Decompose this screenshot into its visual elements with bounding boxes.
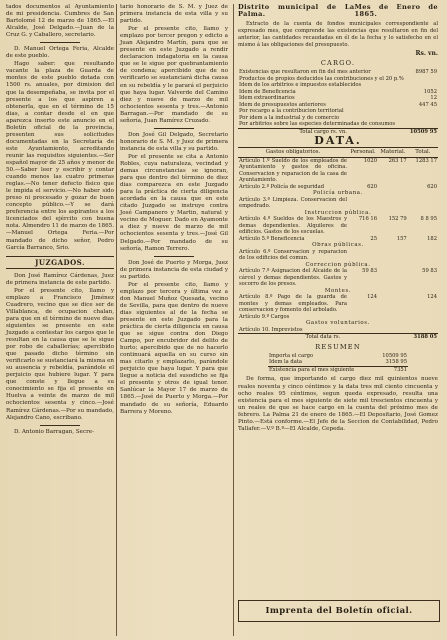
- section-name: Gastos voluntarios.: [306, 320, 370, 327]
- separator: [154, 256, 194, 257]
- cell-personal: 716 16: [358, 216, 378, 223]
- table-row: [238, 121, 438, 128]
- notice-intro: D. Manuel Ortega Feria, Alcalde de este pueblo.: [6, 46, 114, 60]
- column-divider: [116, 4, 117, 636]
- section-name: Correccion pública.: [305, 261, 371, 268]
- currency-label: Rs. vn.: [415, 50, 438, 58]
- resumen-table: [268, 353, 408, 374]
- section-name: Obras públicas.: [312, 242, 364, 249]
- col-header-material: Material.: [378, 148, 408, 158]
- notice-intro: Don José Ramírez Cárdenas, Juez de primera instancia de este partido.: [6, 272, 114, 286]
- table-row: [238, 216, 438, 236]
- notice-body: Por el presente cito, llamo y emplazo a Francisco Jiménez Cuadrero, vecino que se dice ser de Villablanca, de ocupacion chalan, para que en el término de nueve dias siguientes se presente en este Juzgado a contestar los cargos que le resultan en la causa que se le sigue por robo de caballerías; apercibido que pasado dicho término sin verificarlo se sustanciará la misma en su ausencia y rebeldía, parándole el perjuicio que hubiere lugar. Y para que conste y llegue a su conocimiento se fija el presente en Huelva a veinte de marzo de mil ochocientos sesenta y cinco.—José Ramírez Cárdenas.—Por su mandado, Alejandro Cano, escribano.: [6, 287, 114, 421]
- section-name: Policía urbana.: [313, 190, 363, 197]
- cargo-row-value: 1052: [423, 88, 437, 95]
- account-header: [238, 4, 438, 18]
- notice-body: Por el presente cito, llamo y emplazo por tercera y última vez a don Manuel Muñoz Quesada, vecino de Sevilla, para que dentro de nueve dias siguientes al de la fecha se presente en este Juzgado para la práctica de cierta diligencia en causa que se sigue contra don Diego Campo, por encubridor del delito de hurto; apercibido que de no hacerlo continuará aquella en su curso sin mas citarlo y emplazarlo, parándole perjuicio que haya lugar. Y para que llegue a noticia del susodicho se fija el presente y otros de igual tenor. Sanlúcar la Mayor 17 de marzo de 1865.—José de Puerto y Morga.—Por mandado de su señoría, Eduardo Barrera y Moreno.: [120, 281, 228, 415]
- table-row: [238, 157, 438, 184]
- resumen-title: RESUMEN: [315, 342, 361, 351]
- cargo-title: CARGO.: [320, 59, 356, 68]
- cell-total: 1283 17: [415, 157, 437, 164]
- resumen-label: Idem la data: [269, 359, 302, 366]
- cell-material: 157: [396, 235, 407, 242]
- separator: [154, 128, 194, 129]
- col-header-total: Total.: [408, 148, 438, 158]
- section-name: Instruccion pública.: [304, 209, 372, 216]
- district-name: Distrito municipal de La Palma.: [238, 3, 355, 19]
- cell-material: 152 79: [388, 216, 407, 223]
- row-label: Artículo 10. Imprevistos: [239, 326, 303, 333]
- cell-personal: 124: [367, 294, 378, 301]
- row-label: Artículo 5.º Beneficencia: [239, 235, 305, 242]
- row-label: Artículo 1.º Sueldo de los empleados de Ayuntamiento y gastos de oficina. Conservacion y reparacion de la casa de Ayuntamiento.: [239, 157, 347, 184]
- cargo-row-label: Idem de presupuestos anteriores: [239, 101, 326, 108]
- cell-personal: 1020: [363, 157, 378, 164]
- separator: [40, 425, 80, 426]
- cell-personal: 59 83: [362, 268, 378, 275]
- cargo-row-label: Idem extraordinarios: [239, 95, 295, 102]
- data-table: [238, 147, 438, 341]
- cell-total: 8 8 95: [420, 216, 437, 223]
- row-label: Artículo 6.º Conservacion y reparacion de los edificios del comun.: [239, 248, 347, 262]
- table-row: [238, 197, 438, 210]
- column-left: [6, 4, 114, 437]
- notice-intro: Don José de Puerto y Morga, Juez de primera instancia de esta ciudad y su partido.: [120, 259, 228, 280]
- cargo-table: [238, 69, 438, 135]
- table-row: [238, 294, 438, 314]
- data-total-label: Total data rs.: [238, 334, 408, 341]
- resumen-label: Importa el cargo: [269, 352, 314, 359]
- row-label: Artículo 7.º Asignacion del Alcaide de la cárcel y demas dependientes. Gastos y socorro de los presos.: [239, 268, 347, 288]
- cell-total: 620: [427, 183, 437, 190]
- cargo-row-value: [408, 121, 438, 128]
- table-row: [238, 327, 438, 334]
- month-label: Mes de Enero de 1865.: [354, 3, 438, 19]
- notice-paragraph: tados documentos al Ayuntamiento de mi presidencia. Cumbres de San Bartolomé 12 de marzo de 1865.—El Alcalde, José Delgado.—Juan de la Cruz G. y Caballero, secretario.: [6, 4, 114, 39]
- cargo-total-value: 10509 95: [409, 128, 437, 135]
- table-row: [238, 249, 438, 262]
- data-total-value: 3188 05: [408, 334, 438, 341]
- cargo-row-value: 447 45: [418, 101, 437, 108]
- notice-intro: Don José Gil Delgado, Secretario honorario de S. M. y Juez de primera instancia de esta villa y su partido.: [120, 131, 228, 152]
- notice-body: Hago saber: que resultando vacante la plaza de Guarda de montes de este pueblo dotada con 1500 rs. anuales, por dimision del que la desempeñaba, se invita por el presente a los que aspiren a obtenerla, que en el término de 15 dias, a contar desde el en que aparezca inserto este anuncio en el Boletín oficial de la provincia, presenten sus solicitudes documentadas en la Secretaría de este Ayuntamiento, acreditando reunir las requisitos siguientes.—Ser español mayor de 25 años y menor de 50.—Saber leer y escribir y contar cuando menos las cuatro primeras reglas.—No tener defecto físico que le impida el servicio.—No haber sido preso ni procesado y gozar de buen concepto público.—Y se dará preferencia entre los aspirantes a los licenciados del ejército con buena nota. Almendro 11 de marzo de 1865.—Manuel Ortega Feria.—Por mandado de dicho señor, Pedro García Barranco, Srio.: [6, 61, 114, 251]
- data-title: DATA.: [314, 134, 362, 148]
- resumen-value: 7351: [375, 366, 408, 373]
- cargo-row-label: Idem de Beneficencia: [239, 88, 296, 95]
- notice-body: Por el presente cito, llamo y emplazo por tercer pregon y edicto a Juan Alejandro Martín, para que se presente en este Juzgado a rendir declaracion indagatoria en la causa que se le sigue por quebrantamiento de condena; apercibido que de no verificarlo se sustanciará dicha causa en su rebeldía y le parará el perjuicio que haya lugar. Valverde del Camino diez y nueve de marzo de mil ochocientos sesenta y tres.—Antonio Barragan.—Por mandado de su señoría, Juan Ramírez Cruzado.: [120, 26, 228, 124]
- resumen-label: Existencia para el mes siguiente: [268, 366, 375, 373]
- cell-total: 182: [427, 235, 437, 242]
- cargo-row-label: Por arbitrios sobre las especies determinadas de consumos: [239, 121, 396, 128]
- cell-total: 124: [427, 294, 437, 301]
- column-middle: [120, 4, 228, 417]
- cargo-row-label: Por idem a la industrial y de comercio: [239, 114, 340, 121]
- data-total-row: [238, 334, 438, 341]
- imprenta-footer: Imprenta del Boletín oficial.: [238, 600, 440, 622]
- cargo-row-value: 8987 59: [415, 69, 437, 76]
- table-row: [268, 359, 408, 366]
- cargo-row-label: Por recargo a la contribucion territorial: [239, 108, 344, 115]
- cell-material: 263 17: [388, 157, 407, 164]
- cargo-row-label: Idem de los arbitrios e impuestos establecidos: [239, 82, 362, 89]
- column-right: [238, 4, 438, 434]
- cargo-row-value: 12: [430, 95, 437, 102]
- resumen-value: 10509 95: [382, 352, 407, 359]
- cargo-row-label: Existencias que resultaron en fin del mes anterior: [239, 69, 371, 76]
- column-divider: [233, 4, 234, 636]
- cell-personal: 620: [367, 183, 378, 190]
- cargo-row-label: Productos de propios deducidos las contribuciones y el 20 p.%: [239, 75, 404, 82]
- closing-paragraph: De forma, que importando el cargo diez mil quinientos nueve reales noventa y cinco céntimos y la data tres mil ciento cincuenta y ocho reales 95 céntimos, segun queda expresado, resulta una existencia para el mes siguiente de siete mil trescientos cincuenta y un reales de que se hace cargo en la cuenta del próximo mes de febrero. La Palma 21 de enero de 1865.—El Depositario, José Gomez Pinto.—Está conforme.—El Jefe de la Seccion de Contabilidad, Pedro Tallafer.—V.º B.º—El Alcalde, Cepeda.: [238, 376, 438, 432]
- col-header-gastos: Gastos obligatorios.: [238, 148, 348, 158]
- cell-personal: 25: [370, 235, 378, 242]
- extract-paragraph: Extracto de la cuenta de fondos municipales correspondiente al expresado mes, que comprende las existencias que resultaron en fin del anterior, las cantidades recaudadas en él de la fecha y lo satisfecho en el mismo á las obligaciones del presupuesto.: [238, 21, 438, 49]
- row-label: Artículo 9.º Cargos: [239, 313, 290, 320]
- row-label: Artículo 8.º Pago de la guarda de montes y demas empleados. Para conservacion y fomento del arbolado.: [239, 294, 347, 314]
- row-label: Artículo 4.º Sueldos de los Maestros y demas dependientes. Alquileres de edificios. Gastos de los escuelas.: [239, 216, 347, 236]
- row-label: Artículo 3.º Limpieza. Conservacion del empedrado.: [239, 196, 347, 210]
- cell-total: 59 83: [422, 268, 437, 275]
- table-row: [268, 366, 408, 373]
- col-header-personal: Personal.: [348, 148, 378, 158]
- notice-intro: D. Antonio Barragan, Secre-: [14, 428, 94, 435]
- cargo-total-label: Total cargo rs. vn.: [238, 128, 408, 135]
- notice-paragraph: tario honorario de S. M. y Juez de primera instancia de esta villa y su partido.: [120, 4, 228, 25]
- section-heading-juzgados: JUZGADOS.: [6, 256, 114, 269]
- section-name: Montes.: [324, 287, 352, 294]
- resumen-value: 3158 95: [385, 359, 407, 366]
- row-label: Artículo 2.º Policía de seguridad: [239, 183, 325, 190]
- table-row: [238, 268, 438, 288]
- separator: [40, 42, 80, 43]
- notice-body: Por el presente se cita a Antonio Robles, cuya naturaleza, vecindad y demas circunstancias se ignoran, para que dentro del término de diez dias comparezca en este Juzgado para la práctica de cierta diligencia acordada en la causa que en este citado Juzgado se instruye contra José Campanero y Martin, natural y vecino de Moguer. Dado en Ayamonte a diez y nueve de marzo de mil ochocientos sesenta y tres.—José Gil Delgado.—Por mandado de su señoría, Ramon Terrero.: [120, 153, 228, 252]
